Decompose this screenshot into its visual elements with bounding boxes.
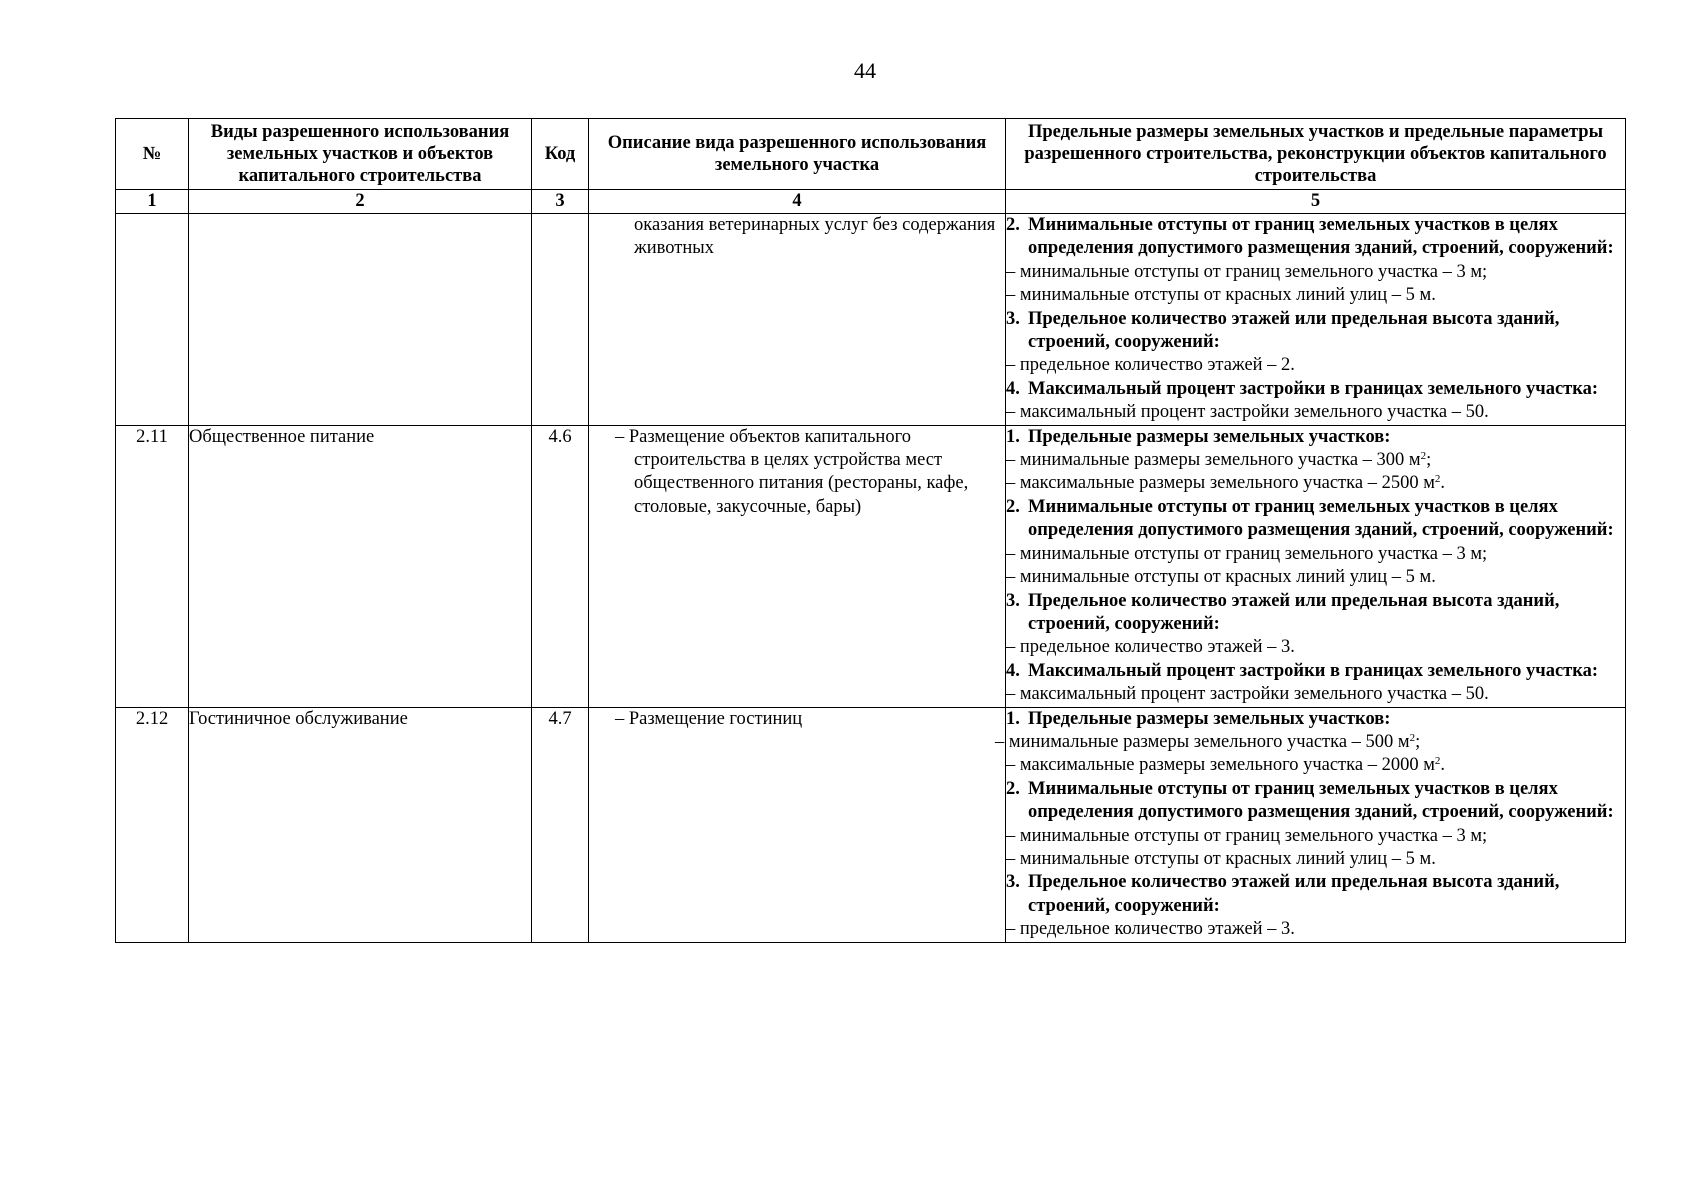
param-heading bbox=[1006, 660, 1625, 683]
param-heading bbox=[1006, 378, 1625, 401]
param-heading-number: 1. bbox=[1006, 708, 1020, 729]
param-heading-number: 3. bbox=[1006, 590, 1020, 611]
description-text: – Размещение объектов капитального строительства в целях устройства мест общественного питания (рестораны, кафе, столовые, закусочные, бары) bbox=[615, 426, 969, 517]
description-text: оказания ветеринарных услуг без содержания животных bbox=[634, 215, 996, 259]
param-heading-text: Минимальные отступы от границ земельных участков в целях определения допустимого размещения зданий, строений, сооружений: bbox=[1028, 778, 1614, 823]
superscript: 2 bbox=[1434, 755, 1441, 768]
param-heading-number: 3. bbox=[1006, 872, 1020, 893]
param-value-text: – максимальные размеры земельного участка – 2000 м bbox=[1006, 755, 1435, 776]
param-heading-text: Минимальные отступы от границ земельных участков в целях определения допустимого размещения зданий, строений, сооружений: bbox=[1028, 496, 1614, 541]
param-value-end: ; bbox=[1426, 450, 1432, 471]
param-heading bbox=[1006, 590, 1625, 637]
param-heading-number: 2. bbox=[1006, 778, 1020, 799]
page-number: 44 bbox=[854, 58, 876, 83]
param-heading-number: 2. bbox=[1006, 496, 1020, 517]
row-parameters bbox=[1006, 425, 1626, 707]
row-description bbox=[589, 707, 1006, 942]
param-value-end: ; bbox=[1415, 731, 1421, 752]
row-number: 2.11 bbox=[116, 425, 189, 707]
param-heading-number: 1. bbox=[1006, 426, 1020, 447]
param-heading bbox=[1006, 708, 1625, 731]
table-row bbox=[116, 214, 1626, 426]
row-usage-name bbox=[189, 214, 532, 426]
param-heading-number: 4. bbox=[1006, 378, 1020, 399]
param-heading-text: Предельное количество этажей или предельная высота зданий, строений, сооружений: bbox=[1028, 872, 1560, 916]
param-value bbox=[1006, 472, 1625, 495]
row-code: 4.7 bbox=[532, 707, 589, 942]
param-heading bbox=[1006, 214, 1625, 261]
param-value-text: – минимальные размеры земельного участка – 500 м bbox=[995, 731, 1410, 752]
row-number: 2.12 bbox=[116, 707, 189, 942]
header-description: Описание вида разрешенного использования земельного участка bbox=[589, 119, 1006, 190]
param-value: – минимальные отступы от границ земельного участка – 3 м; bbox=[1006, 261, 1488, 282]
param-value-end: . bbox=[1440, 473, 1446, 494]
row-usage-name: Общественное питание bbox=[189, 425, 532, 707]
header-number: № bbox=[116, 119, 189, 190]
param-value: – предельное количество этажей – 3. bbox=[1006, 637, 1295, 658]
param-heading-number: 4. bbox=[1006, 660, 1020, 681]
param-value: – максимальный процент застройки земельного участка – 50. bbox=[1006, 402, 1489, 423]
param-heading-text: Предельное количество этажей или предельная высота зданий, строений, сооружений: bbox=[1028, 308, 1560, 353]
param-value-end: . bbox=[1440, 755, 1446, 776]
param-value: – минимальные отступы от красных линий улиц – 5 м. bbox=[1006, 848, 1436, 869]
param-heading-number: 3. bbox=[1006, 308, 1020, 329]
param-value: – минимальные отступы от красных линий улиц – 5 м. bbox=[1006, 567, 1436, 588]
param-value bbox=[995, 731, 1625, 754]
param-value-text: – минимальные размеры земельного участка – 300 м bbox=[1006, 450, 1421, 471]
param-heading bbox=[1006, 308, 1625, 355]
param-heading-text: Максимальный процент застройки в границах земельного участка: bbox=[1028, 660, 1599, 681]
header-usage-type: Виды разрешенного использования земельных участков и объектов капитального строительства bbox=[189, 119, 532, 190]
superscript: 2 bbox=[1434, 473, 1441, 486]
row-code: 4.6 bbox=[532, 425, 589, 707]
column-number: 4 bbox=[589, 190, 1006, 214]
regulations-table bbox=[115, 118, 1626, 943]
row-description bbox=[589, 214, 1006, 426]
param-heading-text: Предельное количество этажей или предельная высота зданий, строений, сооружений: bbox=[1028, 590, 1560, 634]
param-heading bbox=[1006, 871, 1625, 918]
param-heading-text: Предельные размеры земельных участков: bbox=[1028, 426, 1391, 447]
header-code: Код bbox=[532, 119, 589, 190]
param-heading-text: Минимальные отступы от границ земельных участков в целях определения допустимого размещения зданий, строений, сооружений: bbox=[1028, 215, 1614, 259]
row-description bbox=[589, 425, 1006, 707]
column-number-row bbox=[116, 190, 1626, 214]
row-code bbox=[532, 214, 589, 426]
column-number: 3 bbox=[532, 190, 589, 214]
param-value bbox=[1006, 754, 1625, 777]
param-value-text: – максимальные размеры земельного участка – 2500 м bbox=[1006, 473, 1435, 494]
param-value: – предельное количество этажей – 2. bbox=[1006, 355, 1295, 376]
param-value: – минимальные отступы от границ земельного участка – 3 м; bbox=[1006, 825, 1488, 846]
column-number: 1 bbox=[116, 190, 189, 214]
param-value: – минимальные отступы от границ земельного участка – 3 м; bbox=[1006, 543, 1488, 564]
param-value: – минимальные отступы от красных линий улиц – 5 м. bbox=[1006, 285, 1436, 306]
param-value: – максимальный процент застройки земельного участка – 50. bbox=[1006, 684, 1489, 705]
column-number: 2 bbox=[189, 190, 532, 214]
table-row bbox=[116, 425, 1626, 707]
description-text: – Размещение гостиниц bbox=[615, 708, 803, 729]
param-value: – предельное количество этажей – 3. bbox=[1006, 919, 1295, 940]
row-parameters bbox=[995, 707, 1626, 942]
param-heading-text: Максимальный процент застройки в границах земельного участка: bbox=[1028, 378, 1599, 399]
row-usage-name: Гостиничное обслуживание bbox=[189, 707, 532, 942]
param-value bbox=[1006, 449, 1625, 472]
param-heading-text: Предельные размеры земельных участков: bbox=[1028, 708, 1391, 729]
table-header-row bbox=[116, 119, 1626, 190]
superscript: 2 bbox=[1409, 731, 1416, 744]
param-heading bbox=[1006, 426, 1625, 449]
superscript: 2 bbox=[1420, 450, 1427, 463]
table-row bbox=[116, 707, 1626, 942]
row-parameters bbox=[1006, 214, 1626, 426]
column-number: 5 bbox=[1006, 190, 1626, 214]
param-heading bbox=[1006, 778, 1625, 825]
param-heading bbox=[1006, 496, 1625, 543]
row-number bbox=[116, 214, 189, 426]
param-heading-number: 2. bbox=[1006, 215, 1020, 235]
header-parameters: Предельные размеры земельных участков и предельные параметры разрешенного строительства, реконструкции объектов капитального строительства bbox=[1006, 119, 1626, 190]
